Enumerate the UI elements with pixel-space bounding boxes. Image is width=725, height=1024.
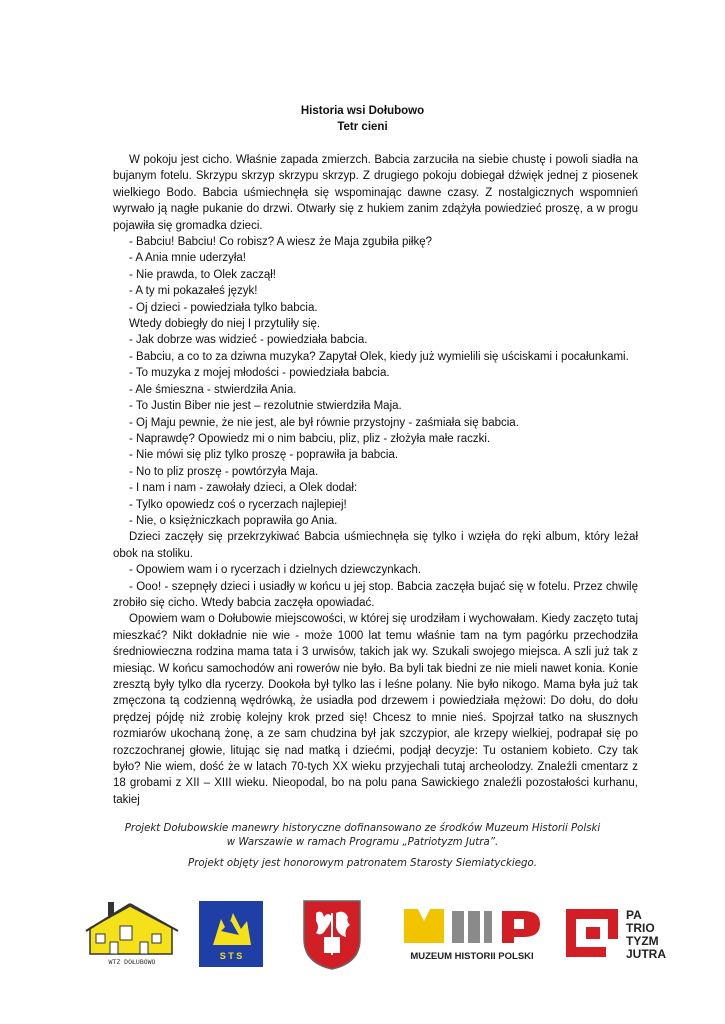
body-paragraph: - To muzyka z mojej młodości - powiedziała babcia. [129, 367, 390, 380]
patronage-line: Projekt objęty jest honorowym patronatem Starosty Siemiatyckiego. [188, 858, 537, 869]
patriotyzm-jutra-logo [564, 905, 674, 965]
body-paragraph: Wtedy dobiegły do niej I przytuliły się. [129, 318, 321, 331]
body-paragraph: - Ale śmieszna - stwierdziła Ania. [129, 383, 297, 396]
funding-line-2: w Warszawie w ramach Programu „Patriotyzm Jutra”. [226, 837, 499, 848]
body-paragraph: - Babciu, a co to za dziwna muzyka? Zapytał Olek, kiedy już wymielili się uściskami i pocałunkami. [129, 350, 629, 363]
body-paragraph: W pokoju jest cicho. Właśnie zapada zmierzch. Babcia zarzuciła na siebie chustę i powoli siadła na bujanym fotelu. Skrzypu skrzyp skrzypu skrzyp. Z drugiego pokoju dobiegał dźwięk jednej z piosenek wielkiego Bodo. Babcia uśmiechnęła się wspominając dawne czasy. Z nostalgicznych wspomnień wyrwało ją nagłe pukanie do drzwi. Otwarły się z hukiem zanim zdążyła powiedzieć proszę, a w progu pojawiła się gromadka dzieci. [113, 154, 638, 232]
body-paragraph: - Jak dobrze was widzieć - powiedziała babcia. [129, 334, 368, 347]
wtz-text: WTZ DOŁUBOWO [108, 958, 156, 966]
body-paragraph: - Nie, o księżniczkach poprawiła go Ania. [129, 514, 338, 527]
body-paragraph: - Oj Maju pewnie, że nie jest, ale był równie przystojny - zaśmiała się babcia. [129, 416, 519, 429]
wtz-dolubowo-logo [82, 898, 182, 968]
body-paragraph: - Tylko opowiedz coś o rycerzach najlepiej! [129, 498, 347, 511]
body-paragraph: - Nie prawda, to Olek zaczął! [129, 268, 277, 281]
document-body [113, 152, 638, 808]
sponsor-logos [0, 895, 725, 975]
body-paragraph: - A ty mi pokazałeś język! [129, 285, 258, 298]
funding-footer [60, 822, 665, 871]
body-paragraph: - Ooo! - szepnęły dzieci i usiadły w końcu u jej stop. Babcia zaczęła bujać się w fotelu. Przez chwilę zrobiło się cicho. Wtedy babcia zaczęła opowiadać. [113, 580, 638, 609]
pj-line-2: TRIO [626, 921, 655, 935]
document-header [0, 103, 725, 135]
document-title: Historia wsi Dołubowo [300, 105, 425, 117]
document-subtitle: Tetr cieni [337, 121, 388, 133]
mhp-text: MUZEUM HISTORII POLSKI [410, 951, 534, 962]
pj-line-1: PA [626, 908, 642, 922]
body-paragraph: - Nie mówi się pliz tylko proszę - poprawiła ja babcia. [129, 449, 399, 462]
pj-line-3: TYZM [626, 934, 659, 948]
sts-text: S T S [219, 951, 243, 961]
body-paragraph: - Opowiem wam i o rycerzach i dzielnych dziewczynkach. [129, 564, 422, 577]
body-paragraph: - No to pliz proszę - powtórzyła Maja. [129, 465, 319, 478]
body-paragraph: Opowiem wam o Dołubowie miejscowości, w której się urodziłam i wychowałam. Kiedy zaczęto tutaj mieszkać? Nikt dokładnie nie wie - może 1000 lat temu właśnie tam na tym pagórku przechodziła średniowieczna rodzina mama tata i 3 urwisów, takich jak wy. Szukali swojego miejsca. A szli już tak z miesiąc. W końcu samochodów ani rowerów nie było. Ba byli tak biedni ze nie mieli nawet konia. Konie zresztą były tylko dla rycerzy. Dookoła był tylko las i leśne polany. Nie było nikogo. Mama była już tak zmęczona tą codzienną wędrówką, że usiadła pod drzewem i powiedziała mężowi: Do dołu, do dołu prędzej pójdę niż zrobię kolejny krok przed się! Chcesz to mnie nieś. Spojrzał tatko na słusznych rozmiarów ukochaną żonę, a ze sam chudzina był jak szczypior, ale krzepy wielkiej, podrapał się po rozczochranej głowie, litując się nad matką i dziećmi, podjął decyzje: Tu ostaniem kobieto. Czy tak było? Nie wiem, dość że w latach 70-tych XX wieku przyjechali tutaj archeolodzy. Znaleźli cmentarz z 18 grobami z XII – XIII wieku. Nieopodal, bo na polu pana Sawickiego znaleźli pozostałości kurhanu, takiej [113, 613, 638, 806]
body-paragraph: - Naprawdę? Opowiedz mi o nim babciu, pliz, pliz - złożyła małe raczki. [129, 432, 491, 445]
funding-line-1: Projekt Dołubowskie manewry historyczne dofinansowano ze środków Muzeum Historii Polski [124, 823, 601, 834]
pj-line-4: JUTRA [626, 947, 667, 961]
body-paragraph: - A Ania mnie uderzyła! [129, 252, 246, 265]
body-paragraph: Dzieci zaczęły się przekrzykiwać Babcia uśmiechnęła się tylko i wzięła do ręki album, który leżał obok na stoliku. [113, 531, 638, 560]
body-paragraph: - To Justin Biber nie jest – rezolutnie stwierdziła Maja. [129, 400, 402, 413]
body-paragraph: - Oj dzieci - powiedziała tylko babcia. [129, 301, 318, 314]
sts-logo [199, 901, 263, 967]
body-paragraph: - Babciu! Babciu! Co robisz? A wiesz że Maja zgubiła piłkę? [129, 236, 432, 249]
powiat-coat-of-arms-logo [302, 899, 362, 971]
muzeum-historii-polski-logo [402, 909, 542, 965]
body-paragraph: - I nam i nam - zawołały dzieci, a Olek dodał: [129, 482, 358, 495]
